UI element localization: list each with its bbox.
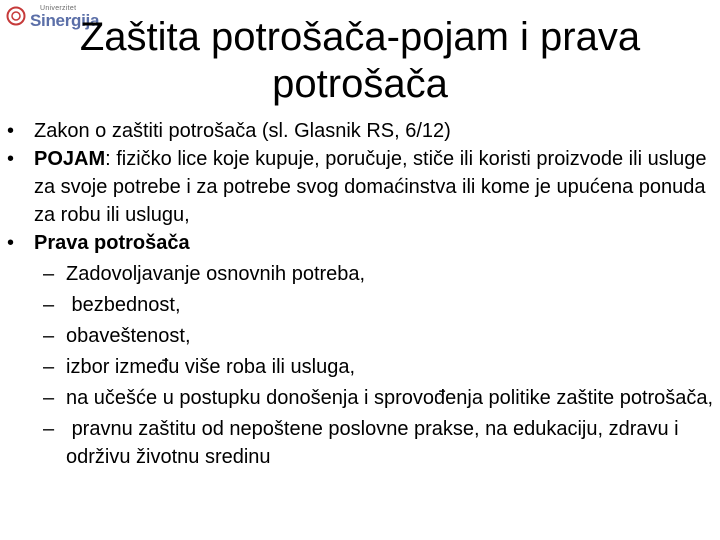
sub-item	[0, 384, 720, 412]
dash-marker: –	[43, 356, 55, 378]
sub-item-text: Zadovoljavanje osnovnih potreba,	[66, 263, 366, 285]
sub-item-text: obaveštenost,	[66, 325, 191, 347]
dash-marker: –	[43, 325, 55, 347]
bullet-marker: •	[7, 120, 15, 142]
dash-marker: –	[43, 418, 55, 440]
sub-item	[0, 260, 720, 288]
logo-brand-text: Sinergija	[30, 11, 100, 30]
bullet-bold-term: Prava potrošača	[34, 232, 190, 254]
bullet-law	[0, 117, 720, 145]
bullet-consumer-rights	[0, 229, 720, 257]
sub-item	[0, 353, 720, 381]
slide-title-line-2: potrošača	[272, 62, 448, 106]
sub-item	[0, 291, 720, 319]
slide-title	[0, 14, 720, 108]
bullet-marker: •	[7, 148, 15, 170]
dash-marker: –	[43, 263, 55, 285]
bullet-marker: •	[7, 232, 15, 254]
bullet-bold-term: POJAM	[34, 148, 106, 170]
dash-marker: –	[43, 387, 55, 409]
dash-marker: –	[43, 294, 55, 316]
sub-item-text: izbor između više roba ili usluga,	[66, 356, 356, 378]
bullet-definition	[0, 145, 720, 229]
slide-body	[0, 117, 720, 471]
bullet-text: Zakon o zaštiti potrošača (sl. Glasnik RS, 6/12)	[34, 120, 451, 142]
slide-title-line-1: Zaštita potrošača-pojam i prava	[79, 15, 641, 59]
sub-item-text: pravnu zaštitu od nepoštene poslovne prakse, na edukaciju, zdravu i održivu životnu sredinu	[66, 418, 685, 468]
sub-item	[0, 322, 720, 350]
bullet-text: : fizičko lice koje kupuje, poručuje, stiče ili koristi proizvode ili usluge za svoje potrebe i za potrebe svog domaćinstva ili kome je upućena ponuda za robu ili uslugu,	[34, 148, 707, 226]
sub-item-text: na učešće u postupku donošenja i sprovođenja politike zaštite potrošača,	[66, 387, 714, 409]
sub-item-text: bezbednost,	[66, 294, 181, 316]
sub-item	[0, 415, 720, 471]
logo-small-text: Univerzitet	[40, 5, 77, 12]
